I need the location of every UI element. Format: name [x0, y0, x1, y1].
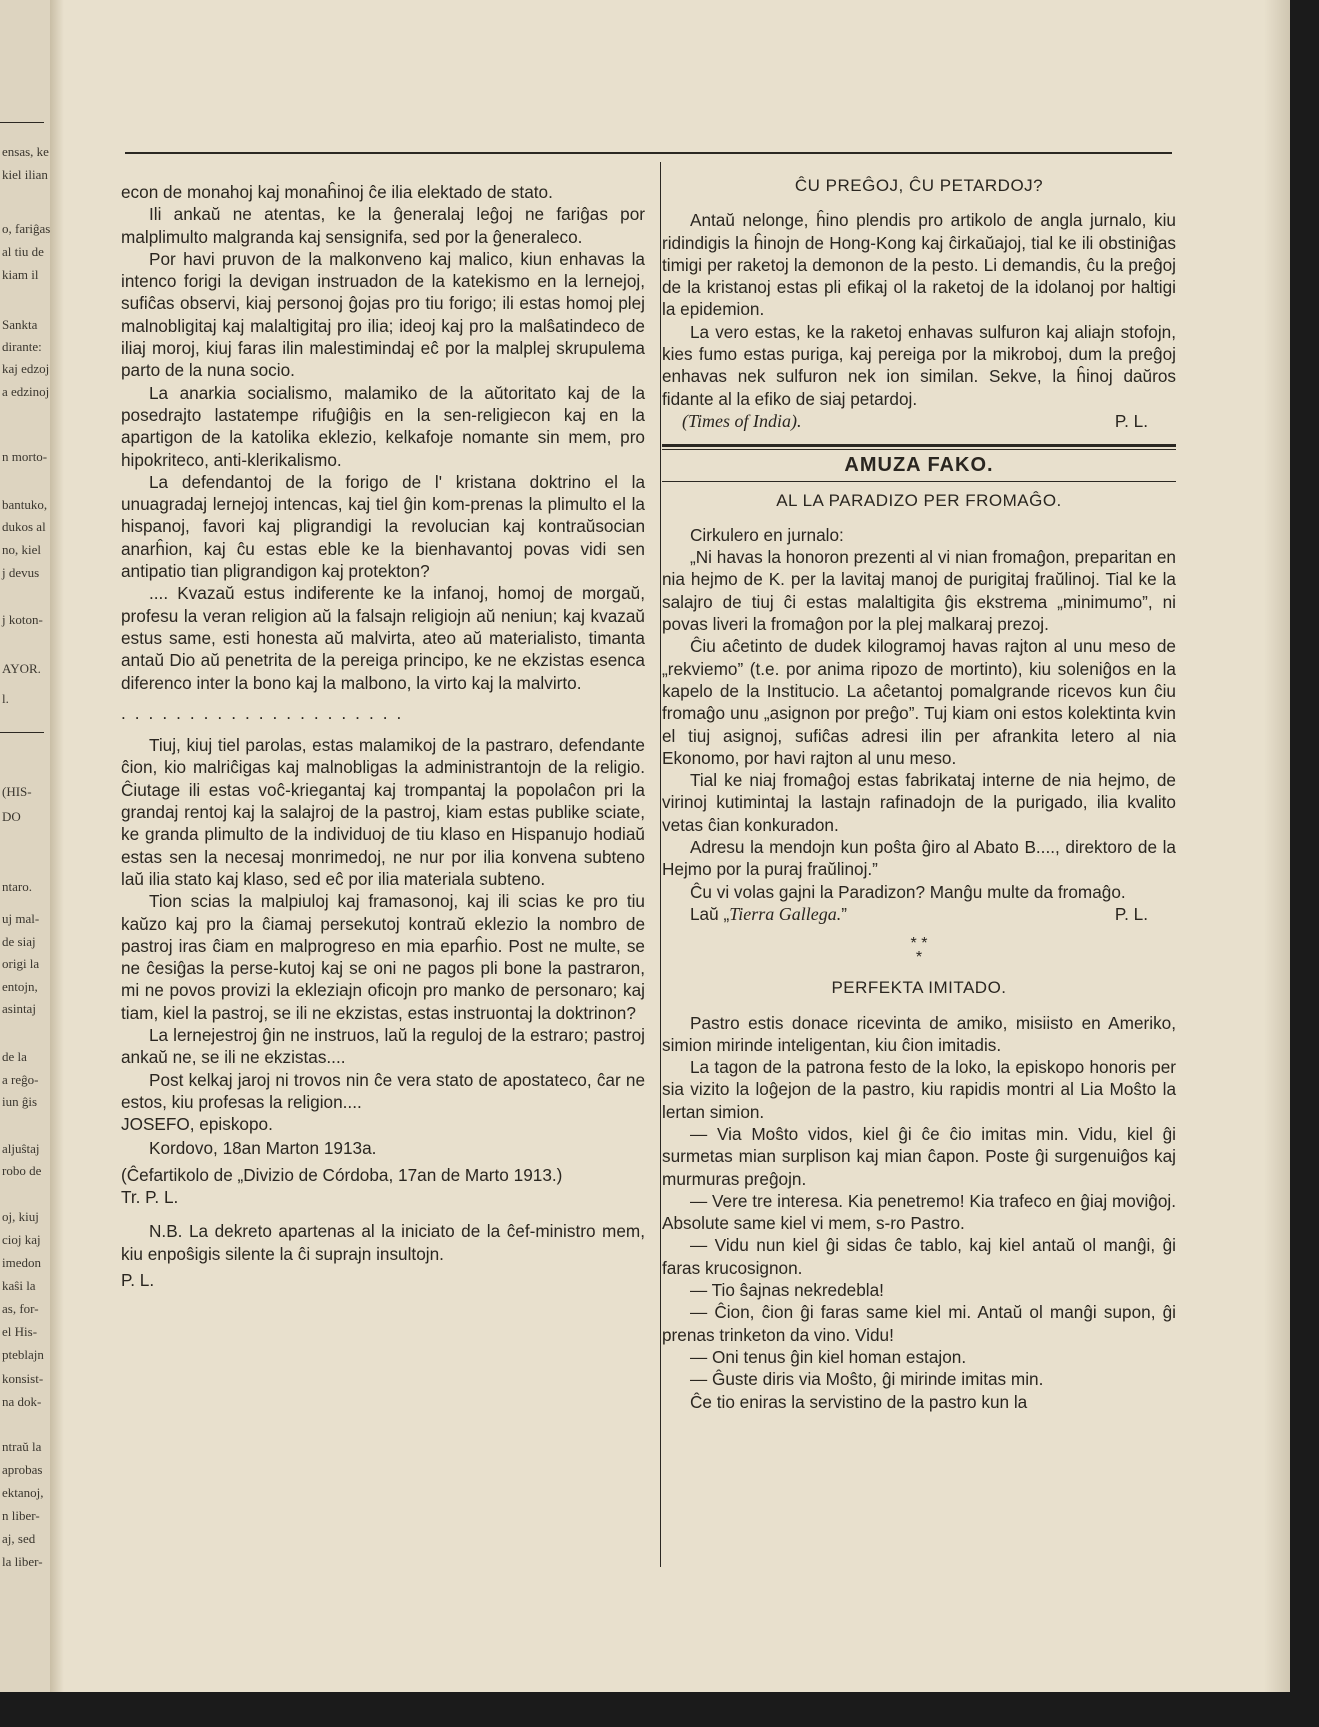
translator-signature: Tr. P. L.	[121, 1187, 179, 1208]
paragraph: Ĉu vi volas gajni la Paradizon? Manĝu multe da fromaĝo.	[690, 881, 1126, 902]
prev-fragment: la liber-	[2, 1554, 43, 1569]
prev-fragment: a reĝo-	[2, 1072, 39, 1087]
asterism: * * *	[910, 935, 928, 967]
prev-fragment: kiel ilian	[2, 167, 48, 182]
page-gutter	[50, 0, 64, 1692]
prev-fragment: aj, sed	[2, 1531, 36, 1546]
prev-fragment: ensas, ke	[2, 144, 49, 159]
paragraph: .... Kvazaŭ estus indiferente ke la infanoj, homoj de morgaŭ, profesu la veran religion aŭ la falsajn religiojn aŭ neniun; kaj kvazaŭ estus same, esti honesta aŭ malvirta, ateo aŭ materialisto, timanta antaŭ Dio aŭ penetrita de la pereiga principo, ke ne ekzistas esenca diferenco inter la bono kaj la malbono, la virto kaj la malvirto.	[121, 583, 645, 693]
paragraph: La tagon de la patrona festo de la loko, la episkopo honoris per sia vizito la loĝejon de la pastro, kiu rapidis montri al Lia Moŝto la lertan simion.	[662, 1057, 1176, 1122]
page-edge-shadow	[1264, 0, 1290, 1692]
prev-fragment: j devus	[2, 565, 40, 580]
prev-fragment: a edzinoj	[2, 384, 50, 399]
article-title: AL LA PARADIZO PER FROMAĜO.	[776, 490, 1062, 510]
prev-fragment: pteblajn	[2, 1347, 44, 1362]
prev-fragment: iun ĝis	[2, 1094, 38, 1109]
paragraph: Ili ankaŭ ne atentas, ke la ĝeneralaj leĝoj ne fariĝas por malplimulto malgranda kaj sensignifa, sed por la ĝeneraleco.	[121, 204, 645, 247]
prev-fragment: oj, kiuj	[2, 1209, 39, 1224]
paragraph: — Vidu nun kiel ĝi sidas ĉe tablo, kaj kiel antaŭ ol manĝi, ĝi faras krucosignon.	[662, 1235, 1176, 1278]
paragraph: La anarkia socialismo, malamiko de la aŭtoritato kaj de la posedrajto lastatempe rifuĝiĝis en la sen-religiecon kaj en la apartigon de la katolika eklezio, kelkafoje nomante sin mem, pro hipokriteco, anti-klerikalismo.	[121, 382, 645, 470]
prev-fragment: j koton-	[2, 612, 43, 627]
prev-fragment: n morto-	[2, 449, 48, 464]
left-column	[121, 181, 645, 1291]
prev-fragment: asintaj	[2, 1001, 36, 1016]
paragraph: — Tio ŝajnas nekredebla!	[690, 1280, 884, 1301]
paragraph: Tion scias la malpiuloj kaj framasonoj, kaj ili scias ke pro tiu kaŭzo kaj pro la ĉiamaj persekutoj kontraŭ eklezio la nombro de pastroj iras ĉiam en malprogreso en mia eparĥio. Post ne multe, se ne ĉesiĝas la perse-kutoj kaj se oni ne pagos pli bone la pastraron, mi ne povos provizi la ekleziajn oficojn pro manko de personaro; kaj tiam, kiel la pastroj, se ili ne ekzistas, estas instruontaj la doktrinon?	[121, 891, 645, 1023]
prev-fragment: AYOR.	[2, 661, 41, 676]
nb-signature: P. L.	[121, 1269, 155, 1290]
prev-fragment: na dok-	[2, 1394, 42, 1409]
article-title: PERFEKTA IMITADO.	[831, 978, 1007, 998]
paragraph: La defendantoj de la forigo de l' kristana doktrino el la unuagradaj lernejoj intencas, kaj tiel ĝin kom-prenas la plimulto el la hispanoj, favori kaj pligrandigi la revolucian kaj kontraŭsocian anarĥion, kaj ĉu estas eble ke la bienhavantoj povas vidi sen antipatio tian pligrandigon kaj protekton?	[121, 471, 645, 582]
prev-fragment: ektanoj,	[2, 1485, 44, 1500]
previous-page-edge	[0, 0, 54, 1692]
paragraph: — Vere tre interesa. Kia penetremo! Kia trafeco en ĝiaj moviĝoj. Absolute same kiel vi mem, s-ro Pastro.	[662, 1190, 1176, 1234]
article-footer	[662, 410, 1176, 432]
paragraph: Adresu la mendojn kun poŝta ĝiro al Abato B...., direktoro de la Hejmo por la puraj fraŭlinoj.”	[662, 837, 1176, 880]
prev-fragment: robo de	[2, 1163, 42, 1178]
prev-fragment: aljuŝtaj	[2, 1141, 40, 1156]
paragraph: La vero estas, ke la raketoj enhavas sulfuron kaj aliajn stofojn, kies fumo estas puriga, kaj pereiga por la mikroboj, dum la preĝoj enhavas nek sulfuron nek ion similan. Sekve, la ĥinoj daŭros fidante al la efiko de siaj petardoj.	[662, 321, 1176, 409]
prev-fragment: Sankta	[2, 317, 38, 332]
paragraph: Cirkulero en jurnalo:	[690, 524, 844, 545]
paragraph: — Via Moŝto vidos, kiel ĝi ĉe ĉio imitas min. Vidu, kiel ĝi surmetas mian surplison kaj mian ĉapon. Poste ĝi surgenuiĝos kaj murmuras preĝojn.	[662, 1123, 1176, 1189]
prev-fragment: ntraŭ la	[2, 1439, 42, 1454]
source-citation: (Times of India).	[682, 410, 802, 431]
section-rule	[662, 481, 1176, 482]
paragraph: — Ĝuste diris via Moŝto, ĝi mirinde imitas min.	[690, 1369, 1044, 1390]
prev-fragment: ntaro.	[2, 879, 32, 894]
prev-fragment: dukos al	[2, 519, 46, 534]
paragraph: „Ni havas la honoron prezenti al vi nian fromaĝon, preparitan en nia hejmo de K. per la lavitaj manoj de purigitaj fraŭlinoj. Tial ke la salajro de tiuj ĉi estas malaltigita ĝis ekstrema „minimumo”, ni povas liveri la fromaĝon por la plej malkaraj prezoj.	[662, 547, 1176, 635]
right-column	[662, 175, 1176, 1413]
prev-fragment: konsist-	[2, 1371, 44, 1386]
source-citation: Laŭ „Tierra Gallega.”	[690, 903, 847, 924]
previous-page-rule	[0, 122, 44, 123]
previous-page-rule	[0, 732, 44, 733]
paragraph: Tial ke niaj fromaĝoj estas fabrikataj interne de nia hejmo, de virinoj kutimintaj la lastajn rafinadojn de la purigado, ilia kvalito vetas ĉian konkuradon.	[662, 770, 1176, 835]
article-footer	[662, 903, 1176, 925]
prev-fragment: entojn,	[2, 979, 38, 994]
prev-fragment: aprobas	[2, 1462, 43, 1477]
source-citation: (Ĉefartikolo de „Divizio de Córdoba, 17an de Marto 1913.)	[121, 1164, 563, 1185]
section-title: AMUZA FAKO.	[844, 454, 994, 477]
prev-fragment: as, for-	[2, 1301, 39, 1316]
prev-fragment: origi la	[2, 956, 40, 971]
prev-fragment: l.	[2, 691, 9, 706]
prev-fragment: al tiu de	[2, 244, 44, 259]
paragraph: Por havi pruvon de la malkonveno kaj malico, kiun enhavas la intenco forigi la devigan instruadon de la katekismo en la lernejoj, sufiĉas observi, kiaj personoj ĝojas pro tiu forigo; ili estas homoj plej malnobligitaj kaj malaltigitaj pro ilia; ideoj kaj pro la malŝatindeco de iliaj moroj, kiuj faras ilin malestimindaj eĉ por la malplej skrupulema parto de la nuna socio.	[121, 248, 645, 381]
paragraph: Ĉe tio eniras la servistino de la pastro kun la	[690, 1391, 1028, 1412]
prev-fragment: o, fariĝas	[2, 221, 51, 236]
prev-fragment: dirante:	[2, 339, 42, 354]
paragraph: Ĉiu aĉetinto de dudek kilogramoj havas rajton al unu meso de „rekviemo” (t.e. por anima ripozo de mortinto), kiu soleniĝos en la kapelo de la Institucio. La aĉetantoj pomalgrande ricevos kun ĉiu fromaĝo unu „asignon por preĝo”. Tuj kiam oni estos kolektinta kvin el tiuj asignoj, sufiĉas adresi ilin per afrankita letero al nia Ekonomo, por havi rajton al unu meso.	[662, 636, 1176, 768]
prev-fragment: kaj edzoj	[2, 361, 50, 376]
nota-bene: N.B. La dekreto apartenas al la iniciato de la ĉef-ministro mem, kiu enpoŝigis silente la ĉi suprajn insultojn.	[121, 1221, 645, 1264]
prev-fragment: kaŝi la	[2, 1278, 36, 1293]
paragraph: Antaŭ nelonge, ĥino plendis pro artikolo de angla jurnalo, kiu ridindigis la ĥinojn de Hong-Kong kaj ĉirkaŭajoj, tial ke ili obstiniĝas timigi per raketoj la demonon de la pesto. Li demandis, ĉu la preĝoj de la kristanoj estas pli efikaj ol la raketoj de la idolanoj por haltigi la epidemion.	[662, 210, 1176, 320]
paragraph: — Oni tenus ĝin kiel homan estajon.	[690, 1346, 967, 1367]
dotted-separator: .....................	[121, 702, 411, 723]
prev-fragment: cioj kaj	[2, 1232, 41, 1247]
section-rule	[662, 444, 1176, 450]
column-divider	[660, 162, 661, 1567]
paragraph: La lernejestroj ĝin ne instruos, laŭ la reguloj de la estraro; pastroj ankaŭ ne, se ili ne ekzistas....	[121, 1024, 645, 1068]
article-title: ĈU PREĜOJ, ĈU PETARDOJ?	[794, 176, 1044, 195]
prev-fragment: bantuko,	[2, 497, 48, 512]
prev-fragment: no, kiel	[2, 542, 41, 557]
author-signature: P. L.	[1114, 903, 1148, 924]
prev-fragment: n liber-	[2, 1508, 40, 1523]
prev-fragment: de la	[2, 1049, 27, 1064]
prev-fragment: de siaj	[2, 934, 36, 949]
prev-fragment: kiam il	[2, 267, 39, 282]
paragraph: econ de monahoj kaj monaĥinoj ĉe ilia elektado de stato.	[121, 182, 553, 202]
author-signature: P. L.	[1114, 410, 1148, 431]
paragraph: Post kelkaj jaroj ni trovos nin ĉe vera stato de apostateco, ĉar ne estos, kiu profesas la religion....	[121, 1069, 645, 1112]
prev-fragment: el His-	[2, 1324, 38, 1339]
author-signature: JOSEFO, episkopo.	[121, 1114, 273, 1135]
paragraph: — Ĉion, ĉion ĝi faras same kiel mi. Antaŭ ol manĝi supon, ĝi prenas trinketon da vino. Vidu!	[662, 1302, 1176, 1345]
prev-fragment: uj mal-	[2, 911, 40, 926]
paragraph: Pastro estis donace ricevinta de amiko, misiisto en Ameriko, simion mirinde inteligentan, kiu ĉion imitadis.	[662, 1012, 1176, 1055]
place-date: Kordovo, 18an Marton 1913a.	[149, 1138, 377, 1159]
prev-fragment: (HIS-	[2, 784, 32, 799]
top-rule	[125, 152, 1172, 154]
prev-fragment: DO	[2, 809, 21, 824]
prev-fragment: imedon	[2, 1255, 41, 1270]
paragraph: Tiuj, kiuj tiel parolas, estas malamikoj de la pastraro, defendante ĉion, kio malriĉigas kaj malnobligas la administrantojn de la religio. Ĉiutage ili estas voĉ-kriegantaj kaj trompantaj la popolaĉon pri la grandaj rentoj kaj la salajroj de la pastroj, kiam estas publike sciate, ke granda plimulto de la individuoj de tiu klaso en Hispanujo hodiaŭ estas sen la necesaj monrimedoj, ne nur por ilia konvena subteno laŭ ilia stato kaj klaso, sed eĉ por ilia materiala subteno.	[121, 735, 645, 889]
